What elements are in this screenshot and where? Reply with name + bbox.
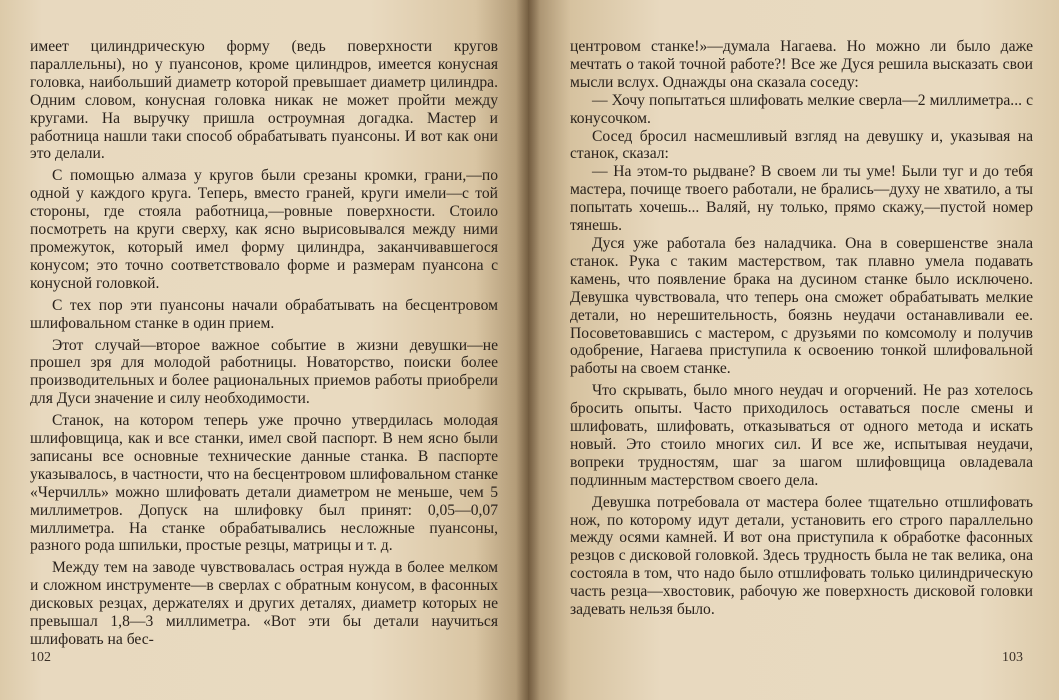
paragraph: С тех пор эти пуансоны начали обрабатывать на бесцентровом шлифовальном станке в один прием.: [30, 296, 498, 332]
paragraph: Этот случай—второе важное событие в жизни девушки—не прошел зря для молодой работницы. Новаторство, поиски более производительных и более рациональных приемов работы приобрели для Дуси значение и силу необходимости.: [30, 336, 498, 408]
right-page-text: [570, 38, 1033, 619]
paragraph: Станок, на котором теперь уже прочно утвердилась молодая шлифовщица, как и все станки, имел свой паспорт. В нем ясно были записаны все основные технические данные станка. В паспорте указывалось, в частности, что на бесцентровом шлифовальном станке «Черчилль» можно шлифовать детали диаметром не меньше, чем 5 миллиметров. Допуск на шлифовку был принят: 0,05—0,07 миллиметра. На станке обрабатывались несложные пуансоны, разного рода шпильки, простые резцы, матрицы и т. д.: [30, 412, 498, 555]
left-page: [0, 0, 528, 700]
paragraph: Девушка потребовала от мастера более тщательно отшлифовать нож, по которому идут детали, установить его строго параллельно между осями камней. И вот она приступила к обработке фасонных резцов с дисковой головкой. Здесь трудность была не так велика, она состояла в том, что надо было отшлифовать только цилиндрическую часть резца—хвостовик, рабочую же поверхность дисковой головки задевать нельзя было.: [570, 493, 1033, 619]
paragraph: имеет цилиндрическую форму (ведь поверхности кругов параллельны), но у пуансонов, кроме цилиндров, имеется конусная головка, наибольший диаметр которой превышает диаметр цилиндра. Одним словом, конусная головка никак не может пройти между кругами. На выручку пришла остроумная догадка. Мастер и работница нашли таки способ обрабатывать пуансоны. И вот как они это делали.: [30, 38, 498, 163]
paragraph: Между тем на заводе чувствовалась острая нужда в более мелком и сложном инструменте—в сверлах с обратным конусом, в фасонных дисковых резцах, держателях и других деталях, диаметр которых не превышал 1,8—3 миллиметра. «Вот эти бы детали научиться шлифовать на бес-: [30, 559, 498, 648]
paragraph: центровом станке!»—думала Нагаева. Но можно ли было даже мечтать о такой точной работе?! Все же Дуся решила высказать свои мысли вслух. Однажды она сказала соседу:: [570, 38, 1033, 91]
left-page-text: [30, 38, 498, 649]
page-number: 102: [30, 650, 51, 665]
paragraph: Что скрывать, было много неудач и огорчений. Не раз хотелось бросить опыты. Часто приходилось оставаться после смены и шлифовать, шлифовать, отказываться от одного метода и искать новый. Это стоило многих сил. И все же, испытывая неудачи, вопреки трудностям, шаг за шагом шлифовщица овладевала подлинным мастерством своего дела.: [570, 382, 1033, 489]
page-number: 103: [1002, 650, 1023, 665]
right-page: [528, 0, 1059, 700]
paragraph: С помощью алмаза у кругов были срезаны кромки, грани,—по одной у каждого круга. Теперь, вместо граней, круги имели—с той стороны, где стояла работница,—ровные поверхности. Стоило посмотреть на круги сверху, как ясно вырисовывался между ними промежуток, который имел форму цилиндра, заканчивавшегося конусом; это точно соответствовало форме и размерам пуансона с конусной головкой.: [30, 167, 498, 292]
paragraph: — Хочу попытаться шлифовать мелкие сверла—2 миллиметра... с конусочком.: [570, 91, 1033, 127]
paragraph: Дуся уже работала без наладчика. Она в совершенстве знала станок. Рука с таким мастерством, так плавно умела подавать камень, что появление брака на дусином станке было исключено. Девушка чувствовала, что теперь она сможет обрабатывать мелкие детали, но нерешительность, боязнь неудачи останавливали ее. Посоветовавшись с мастером, с друзьями по комсомолу и получив одобрение, Нагаева приступила к освоению тонкой шлифовальной работы на своем станке.: [570, 234, 1033, 378]
paragraph: — На этом-то рыдване? В своем ли ты уме! Были туг и до тебя мастера, почище твоего работали, не брались—духу не хватило, а ты попытать хочешь... Валяй, ну только, прямо скажу,—пустой номер тянешь.: [570, 163, 1033, 235]
paragraph: Сосед бросил насмешливый взгляд на девушку и, указывая на станок, сказал:: [570, 127, 1033, 163]
